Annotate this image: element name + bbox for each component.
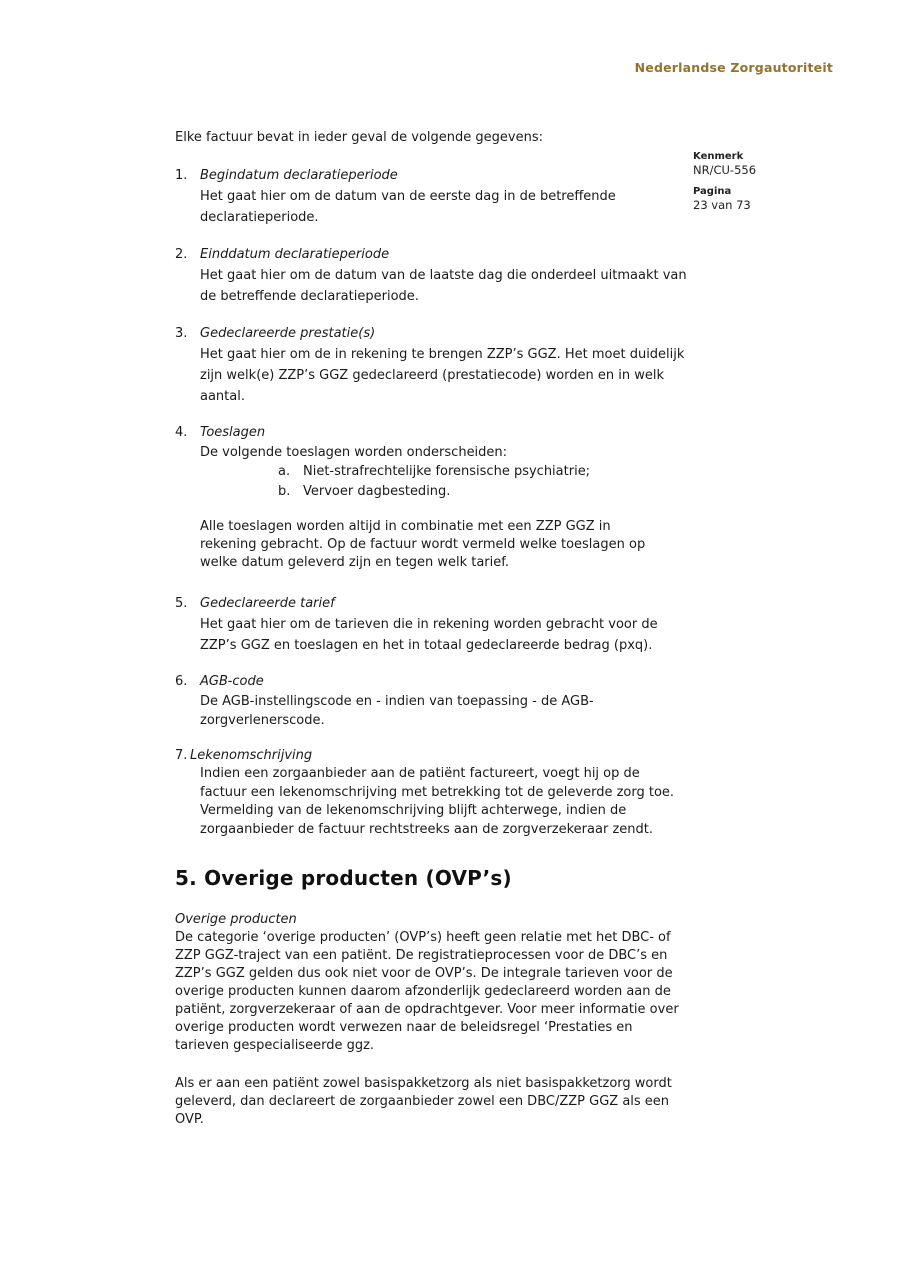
- pagina-value: 23 van 73: [693, 198, 751, 212]
- list-item-title: Gedeclareerde tarief: [200, 596, 335, 611]
- sublist-marker: a.: [278, 464, 291, 479]
- list-item-5: [175, 593, 690, 656]
- chapter-heading: 5. Overige producten (OVP’s): [175, 866, 512, 890]
- sublist-item-b: [278, 482, 690, 502]
- list-item-number: 2.: [175, 247, 188, 262]
- section-paragraph-2: Als er aan een patiënt zowel basispakketzorg als niet basispakketzorg wordt geleverd, dan declareert de zorgaanbieder zowel een DBC/ZZP GGZ als een OVP.: [175, 1076, 672, 1127]
- list-item-6: [175, 672, 690, 731]
- section-subheading: Overige producten: [175, 912, 297, 927]
- sublist-marker: b.: [278, 483, 291, 499]
- list-item-title: Toeslagen: [200, 425, 266, 440]
- section-paragraph-1: De categorie ‘overige producten’ (OVP’s) heeft geen relatie met het DBC- of ZZP GGZ-traject van een patiënt. De registratieprocessen voor de DBC’s en ZZP’s GGZ gelden dus ook niet voor de OVP’s. De integrale tarieven voor de overige producten kunnen daarom afzonderlijk gedeclareerd worden aan de patiënt, zorgverzekeraar of aan de opdrachtgever. Voor meer informatie over overige producten wordt verwezen naar de beleidsregel ‘Prestaties en tarieven gespecialiseerde ggz.: [175, 930, 679, 1053]
- sublist-text: Niet-strafrechtelijke forensische psychiatrie;: [303, 464, 591, 479]
- document-body: [175, 127, 690, 1129]
- list-item-title: AGB-code: [200, 674, 264, 689]
- list-item-text: Indien een zorgaanbieder aan de patiënt factureert, voegt hij op de factuur een lekenomschrijving met betrekking tot de geleverde zorg toe. Vermelding van de lekenomschrijving blijft achterwege, indien de zorgaanbieder de factuur rechtstreeks aan de zorgverzekeraar zendt.: [200, 766, 675, 837]
- kenmerk-value: NR/CU-556: [693, 163, 757, 177]
- pagina-label: Pagina: [693, 186, 732, 197]
- list-item-title: Lekenomschrijving: [190, 747, 313, 763]
- kenmerk-label: Kenmerk: [693, 151, 744, 162]
- list-item-number: 5.: [175, 596, 188, 611]
- list-item-text: Het gaat hier om de tarieven die in rekening worden gebracht voor de ZZP’s GGZ en toeslagen en het in totaal gedeclareerde bedrag (pxq).: [200, 617, 658, 653]
- list-item-number: 7.: [175, 747, 188, 763]
- sublist-item-a: [278, 462, 690, 482]
- list-item-number: 6.: [175, 674, 188, 689]
- list-item-text: De volgende toeslagen worden onderscheiden:: [200, 444, 508, 460]
- list-item-1: [175, 165, 690, 228]
- org-logo: Nederlandse Zorgautoriteit: [634, 60, 833, 75]
- list-item-number: 1.: [175, 168, 188, 183]
- list-item-title: Einddatum declaratieperiode: [200, 247, 390, 262]
- list-item-text: Het gaat hier om de datum van de eerste dag in de betreffende declaratieperiode.: [200, 189, 616, 225]
- toeslagen-sublist: [278, 462, 690, 501]
- toeslagen-note-paragraph: Alle toeslagen worden altijd in combinatie met een ZZP GGZ in rekening gebracht. Op de factuur wordt vermeld welke toeslagen op welke datum geleverd zijn en tegen welk tarief.: [200, 519, 646, 570]
- list-item-2: [175, 244, 690, 307]
- list-item-text: De AGB-instellingscode en - indien van toepassing - de AGB-zorgverlenerscode.: [200, 693, 594, 728]
- list-item-4: [175, 423, 690, 501]
- sublist-text: Vervoer dagbesteding.: [303, 483, 451, 499]
- list-item-title: Gedeclareerde prestatie(s): [200, 326, 376, 341]
- list-item-title: Begindatum declaratieperiode: [200, 168, 398, 183]
- document-meta: [693, 151, 853, 221]
- list-item-text: Het gaat hier om de datum van de laatste dag die onderdeel uitmaakt van de betreffende declaratieperiode.: [200, 268, 687, 304]
- list-item-number: 3.: [175, 326, 188, 341]
- list-item-text: Het gaat hier om de in rekening te brengen ZZP’s GGZ. Het moet duidelijk zijn welk(e) ZZP’s GGZ gedeclareerd (prestatiecode) worden en in welk aantal.: [200, 347, 685, 404]
- list-item-3: [175, 323, 690, 407]
- list-item-7: [175, 747, 690, 840]
- list-item-number: 4.: [175, 425, 188, 440]
- intro-paragraph: Elke factuur bevat in ieder geval de volgende gegevens:: [175, 130, 543, 145]
